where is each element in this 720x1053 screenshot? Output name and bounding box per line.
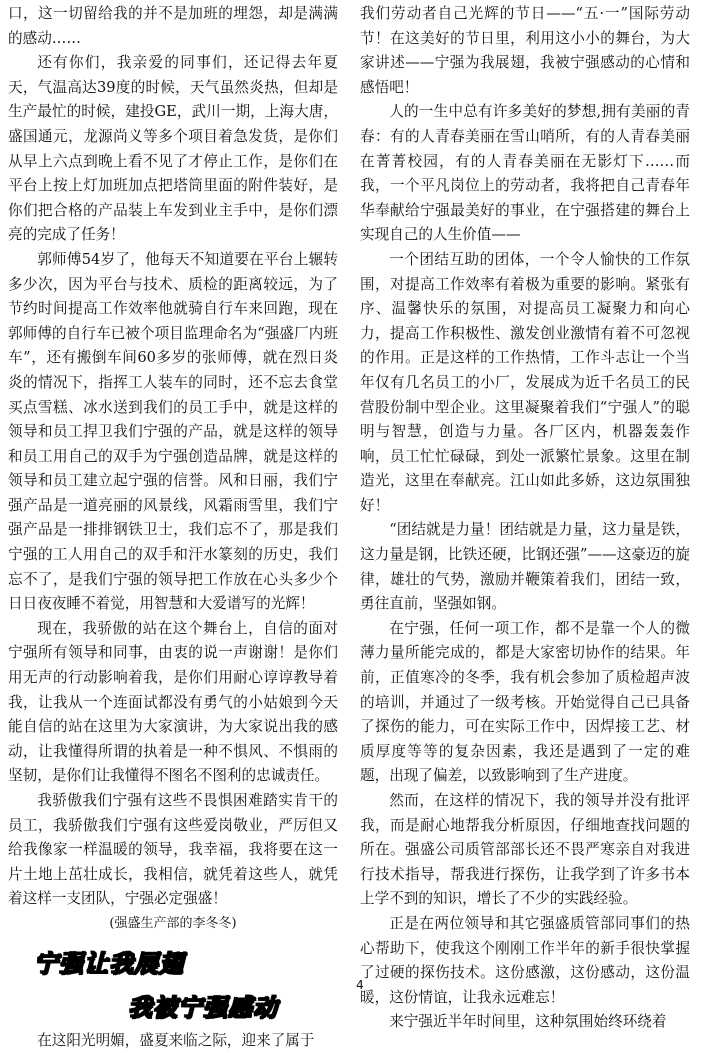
paragraph: 人的一生中总有许多美好的梦想,拥有美丽的青春：有的人青春美丽在雪山哨所，有的人青春美丽在菁菁校园，有的人青春美丽在无影灯下……而我，一个平凡岗位上的劳动者，我将把自己青春年华奉献给宁强最美好的事业，在宁强搭建的舞台上实现自己的人生价值——	[360, 103, 690, 244]
paragraph: 我骄傲我们宁强有这些不畏惧困难踏实肯干的员工，我骄傲我们宁强有这些爱岗敬业，严厉但又给我像家一样温暖的领导，我幸福，我将要在这一片土地上茁壮成长，我相信，就凭着这些人，就凭着这样一支团队，宁强必定强盛！	[8, 792, 338, 908]
paragraph: 还有你们，我亲爱的同事们，还记得去年夏天，气温高达39度的时候，天气虽然炎热，但却是生产最忙的时候，建投GE，武川一期，上海大唐，盛国通元，龙源尚义等多个项目着急发货，是你们从早上六点到晚上看不见了才停止工作，是你们在平台上按上灯加班加点把塔筒里面的附件装好，是你们把合格的产品装上车发到业主手中，是你们漂亮的完成了任务！	[8, 54, 338, 244]
paragraph: 郭师傅54岁了，他每天不知道要在平台上辗转多少次，因为平台与技术、质检的距离较远，为了节约时间提高工作效率他就骑自行车来回跑，现在郭师傅的自行车已被个项目监理命名为“强盛厂内班车”，还有搬倒车间60多岁的张师傅，就在烈日炎炎的情况下，指挥工人装车的同时，还不忘去食堂买点雪糕、冰水送到我们的员工手中，就是这样的领导和员工捍卫我们宁强的产品，就是这样的领导和员工用自己的双手为宁强创造品牌，就是这样的领导和员工建立起宁强的信誉。风和日丽，我们宁强产品是一道亮丽的风景线，风霜雨雪里，我们宁强产品是一排排钢铁卫士，我们忘不了，那是我们宁强的工人用自己的双手和汗水篆刻的历史，我们忘不了，是我们宁强的领导把工作放在心头多少个日日夜夜睡不着觉，用智慧和大爱谱写的光辉！	[8, 250, 338, 613]
paragraph: 正是在两位领导和其它强盛质管部同事们的热心帮助下，使我这个刚刚工作半年的新手很快掌握了过硬的探伤技术。这份感激，这份感动，这份温暖，这份情谊，让我永远难忘！	[360, 914, 690, 1006]
right-column	[360, 2, 690, 1035]
paragraph: 来宁强近半年时间里，这种氛围始终环绕着	[389, 1013, 667, 1031]
author-signature: (强盛生产部的李冬冬)	[109, 915, 237, 931]
paragraph: 在这阳光明媚，盛夏来临之际，迎来了属于	[37, 1031, 315, 1049]
paragraph: “团结就是力量！团结就是力量，这力量是铁，这力量是钢，比铁还硬，比钢还强”——这豪迈的旋律，雄壮的气势，激励并鞭策着我们，团结一致，勇往直前，坚强如钢。	[360, 521, 690, 613]
paragraph: 在宁强，任何一项工作，都不是靠一个人的微薄力量所能完成的，都是大家密切协作的结果。年前，正值寒冷的冬季，我有机会参加了质检超声波的培训，并通过了一级考核。开始觉得自己已具备了探伤的能力，可在实际工作中，因焊接工艺、材质厚度等等的复杂因素，我还是遇到了一定的难题，出现了偏差，以致影响到了生产进度。	[360, 619, 690, 785]
article-title-line-1: 宁强让我展翅	[34, 949, 184, 978]
paragraph: 一个团结互助的团体，一个令人愉快的工作氛围，对提高工作效率有着极为重要的影响。紧张有序、温馨快乐的氛围，对提高员工凝聚力和向心力，提高工作积极性、激发创业激情有着不可忽视的作用。正是这样的工作热情，工作斗志让一个当年仅有几名员工的小厂，发展成为近千名员工的民营股份制中型企业。这里凝聚着我们“宁强人”的聪明与智慧，创造与力量。各厂区内，机器轰轰作响，员工忙忙碌碌，到处一派繁忙景象。这里在制造光，这里在奉献亮。江山如此多娇，这边氛围独好！	[360, 250, 690, 514]
page-number: 4	[356, 978, 364, 992]
paragraph: 然而，在这样的情况下，我的领导并没有批评我，而是耐心地帮我分析原因，仔细地查找问题的所在。强盛公司质管部部长还不畏严寒亲自对我进行技术指导，帮我进行探伤，让我学到了许多书本上学不到的知识，增长了不少的实践经验。	[360, 792, 690, 908]
paragraph: 我们劳动者自己光辉的节日——“五·一”国际劳动节！在这美好的节日里，利用这小小的舞台，为大家讲述——宁强为我展翅，我被宁强感动的心情和感悟吧！	[360, 5, 690, 96]
left-column	[8, 2, 338, 1053]
paragraph: 口，这一切留给我的并不是加班的埋怨，却是满满的感动……	[8, 5, 338, 47]
article-title-line-2: 我被宁强感动	[128, 993, 278, 1022]
paragraph: 现在，我骄傲的站在这个舞台上，自信的面对宁强所有领导和同事，由衷的说一声谢谢！是你们用无声的行动影响着我，是你们用耐心谆谆教导着我，让我从一个连面试都没有勇气的小姑娘到今天能自信的站在这里为大家演讲，为大家说出我的感动，让我懂得所谓的执着是一种不惧风、不惧雨的坚韧，是你们让我懂得不图名不图利的忠诚责任。	[8, 619, 338, 785]
